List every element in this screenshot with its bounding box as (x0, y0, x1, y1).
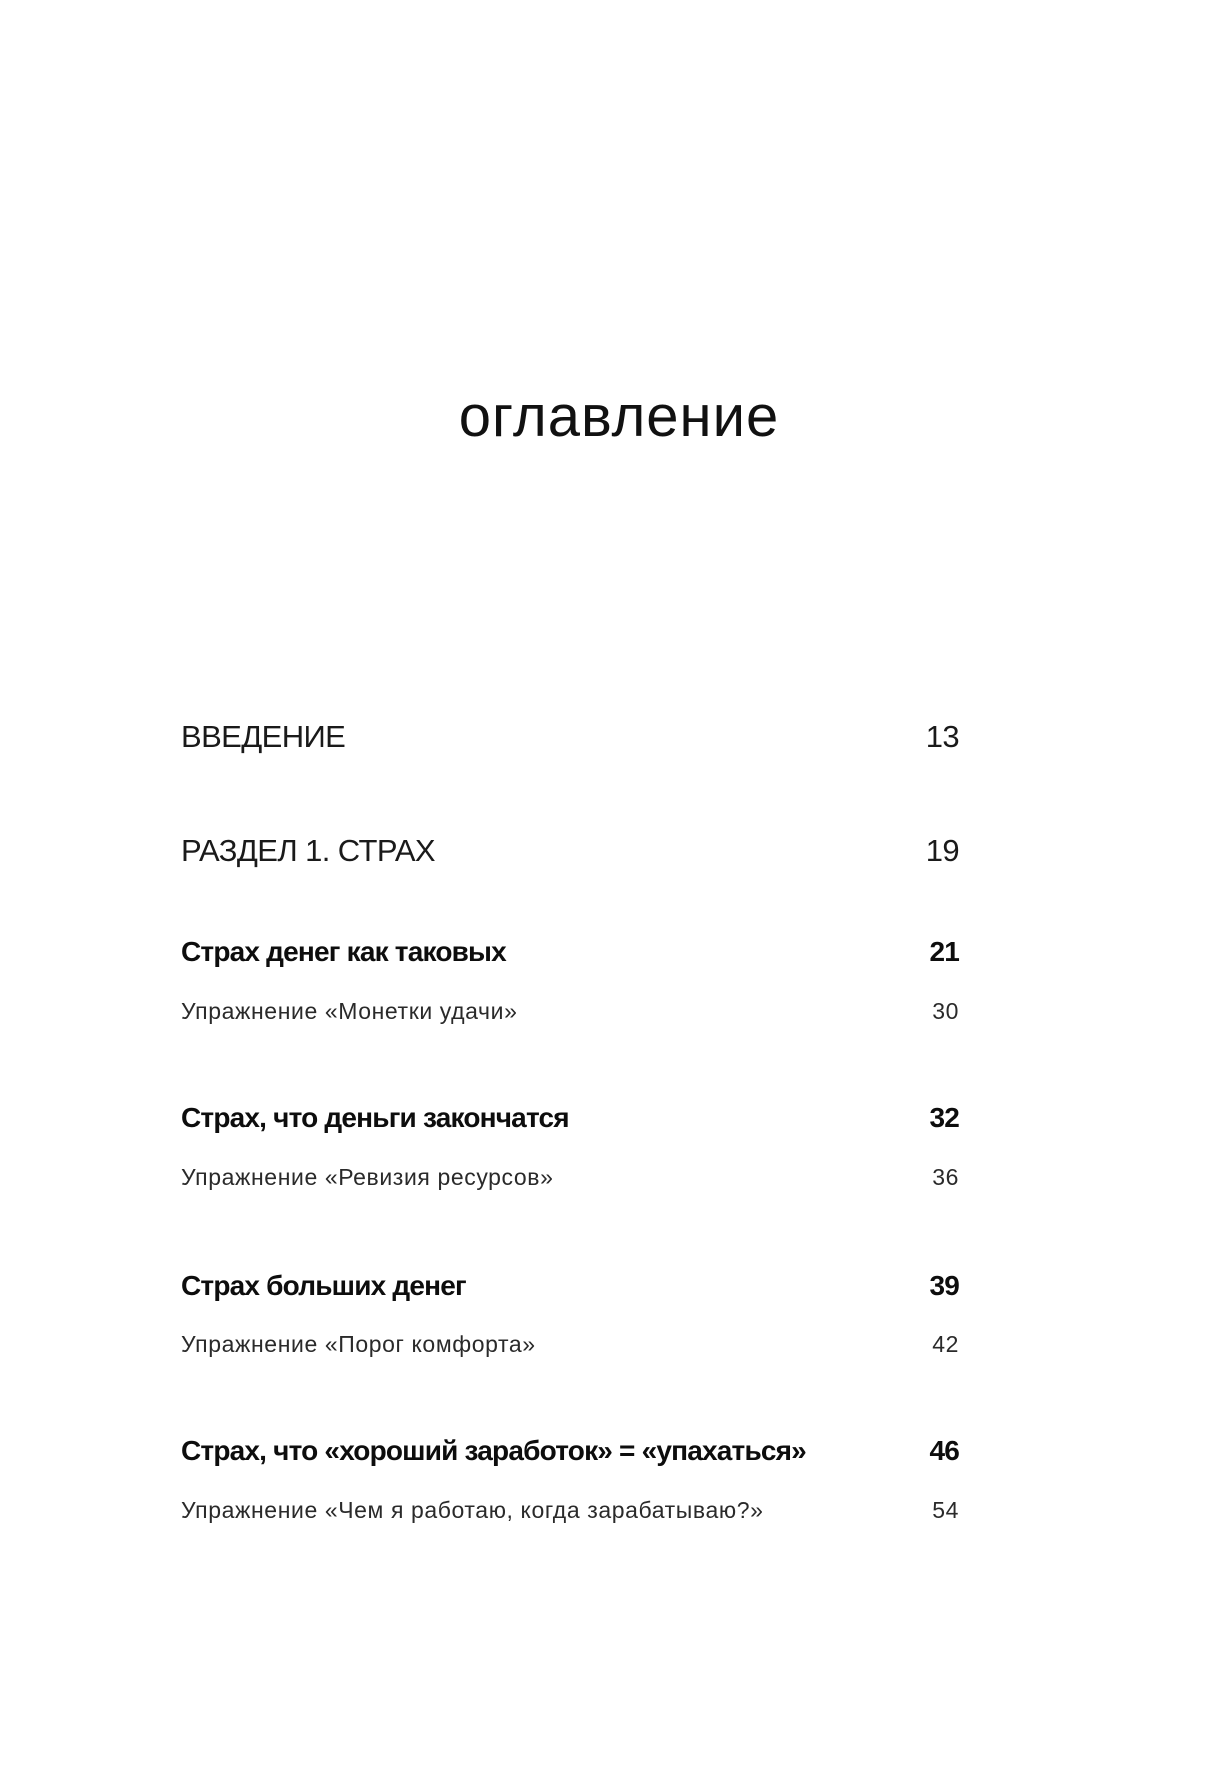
toc-entry-chapter[interactable] (181, 1101, 959, 1135)
toc-entry-label: Упражнение «Ревизия ресурсов» (181, 1164, 554, 1190)
toc-entry-label: РАЗДЕЛ 1. СТРАХ (181, 833, 436, 868)
toc-entry-label: Страх больших денег (181, 1270, 466, 1301)
toc-entry-chapter[interactable] (181, 1269, 959, 1303)
toc-page-number: 21 (929, 936, 959, 967)
toc-entry-exercise[interactable] (181, 1496, 959, 1524)
toc-entry-label: Страх денег как таковых (181, 936, 506, 967)
toc-entry-exercise[interactable] (181, 1163, 959, 1191)
toc-entry-label: ВВЕДЕНИЕ (181, 719, 346, 754)
toc-page-number: 42 (932, 1331, 959, 1357)
toc-entry-chapter[interactable] (181, 935, 959, 969)
toc-page-number: 32 (929, 1102, 959, 1133)
toc-entry-section-1[interactable] (181, 833, 959, 869)
toc-page-number: 39 (929, 1270, 959, 1301)
toc-page-number: 19 (925, 833, 959, 868)
page-title: оглавление (458, 384, 780, 449)
toc-page-number: 30 (932, 998, 959, 1024)
toc-entry-label: Страх, что деньги закончатся (181, 1102, 569, 1133)
toc-page-number: 13 (925, 719, 959, 754)
toc-entry-label: Упражнение «Монетки удачи» (181, 998, 518, 1024)
toc-entry-label: Страх, что «хороший заработок» = «упахаться» (181, 1435, 806, 1466)
toc-entry-exercise[interactable] (181, 997, 959, 1025)
toc-page-number: 54 (932, 1497, 959, 1523)
toc-entry-label: Упражнение «Порог комфорта» (181, 1331, 536, 1357)
toc-entry-chapter[interactable] (181, 1434, 959, 1468)
toc-entry-introduction[interactable] (181, 719, 959, 755)
toc-entry-label: Упражнение «Чем я работаю, когда зарабатываю?» (181, 1497, 764, 1523)
toc-entry-exercise[interactable] (181, 1330, 959, 1358)
toc-page-number: 46 (929, 1435, 959, 1466)
toc-page-number: 36 (932, 1164, 959, 1190)
